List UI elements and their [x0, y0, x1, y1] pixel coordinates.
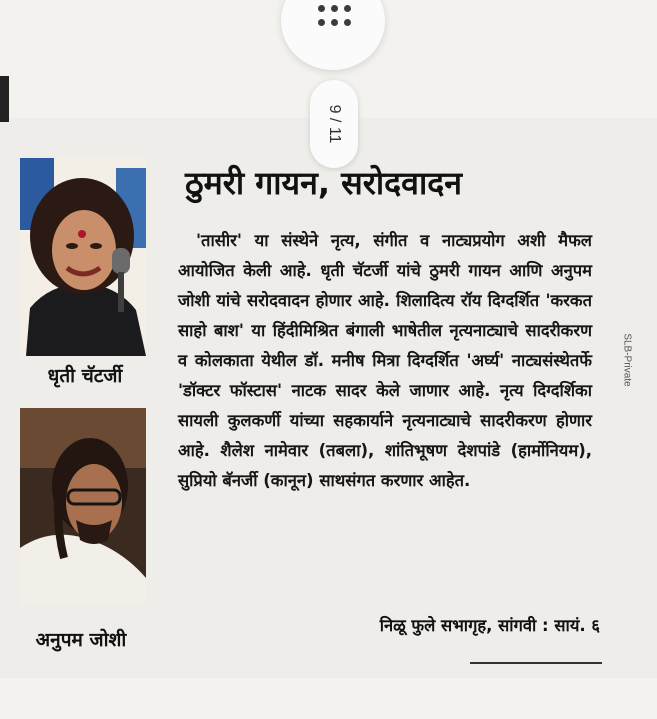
article-body: 'तासीर' या संस्थेने नृत्य, संगीत व नाट्यप्रयोग अशी मैफल आयोजित केली आहे. धृती चॅटर्जी यांचे ठुमरी गायन आणि अनुपम जोशी यांचे सरोदवादन होणार आहे. शिलादित्य रॉय दिग्दर्शित 'करकत साहो बाश' या हिंदीमिश्रित बंगाली भाषेतील नृत्यनाट्याचे सादरीकरण व कोलकाता येथील डॉ. मनीष मित्रा दिग्दर्शित 'अर्घ्य' नाट्यसंस्थेतर्फे 'डॉक्टर फॉस्टास' नाटक सादर केले जाणार आहे. नृत्य दिग्दर्शिका सायली कुलकर्णी यांच्या सहकार्याने नृत्यनाट्याचे सादरीकरण होणार आहे. शैलेश नामेवार (तबला), शांतिभूषण देशपांडे (हार्मोनियम), सुप्रियो बॅनर्जी (कानून) साथसंगत करणार आहेत.: [178, 231, 592, 490]
page-indicator-text: 9 / 11: [326, 104, 343, 144]
page-indicator: [310, 80, 358, 168]
event-venue: निळू फुले सभागृह, सांगवी : सायं. ६: [379, 616, 600, 635]
more-dots-icon: [318, 5, 350, 29]
article-end-rule: [470, 662, 602, 664]
musician-portrait-photo: [20, 408, 146, 604]
watermark-text: SLB-Private: [621, 333, 633, 387]
singer-portrait-photo: [20, 158, 146, 356]
photo-caption-2: अनुपम जोशी: [35, 629, 127, 651]
page-edge-marker: [0, 76, 9, 122]
article-headline: ठुमरी गायन, सरोदवादन: [185, 164, 462, 202]
photo-caption-1: धृती चॅटर्जी: [47, 365, 123, 387]
more-options-button[interactable]: [281, 0, 385, 70]
watermark-label: [619, 300, 635, 420]
